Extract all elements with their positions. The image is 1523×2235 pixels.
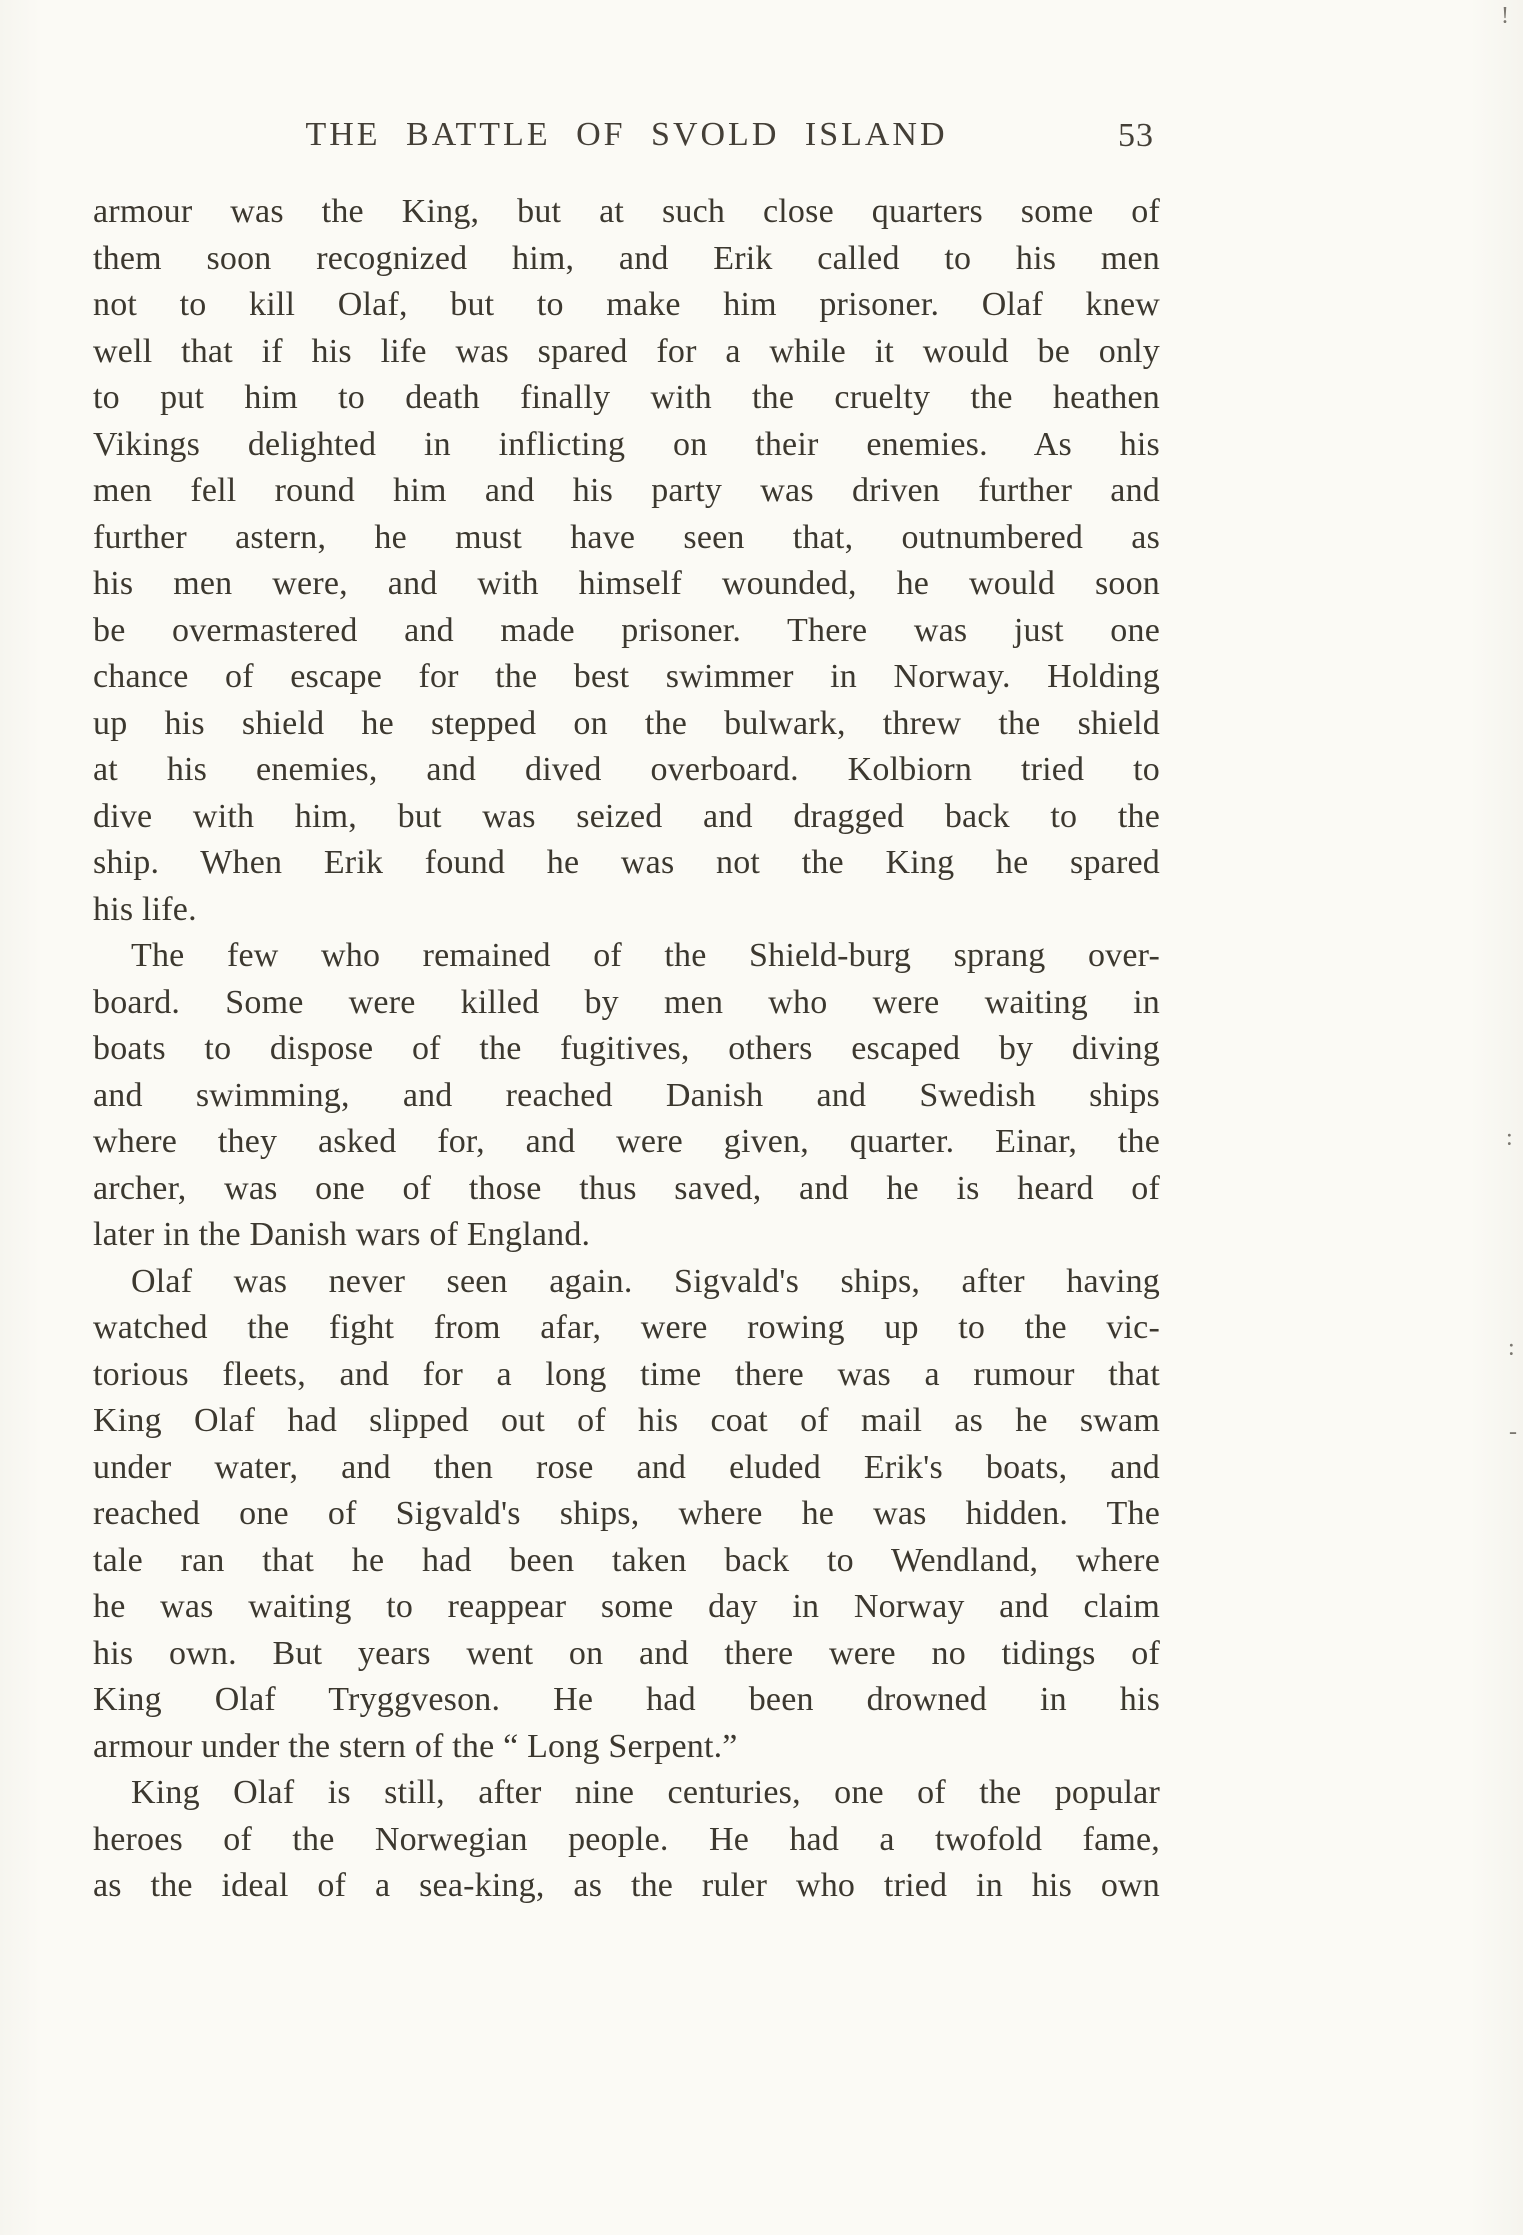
text-line: at his enemies, and dived overboard. Kolbiorn tried to <box>93 751 1160 788</box>
text-block <box>93 189 1160 1910</box>
text-line: boats to dispose of the fugitives, others escaped by diving <box>93 1030 1160 1067</box>
page-header <box>93 116 1160 154</box>
text-line: be overmastered and made prisoner. There was just one <box>93 611 1160 649</box>
text-line: chance of escape for the best swimmer in Norway. Holding <box>93 658 1160 695</box>
text-line: under water, and then rose and eluded Erik's boats, and <box>93 1448 1160 1486</box>
text-line: ship. When Erik found he was not the King he spared <box>93 844 1160 881</box>
text-line: King Olaf had slipped out of his coat of mail as he swam <box>93 1402 1160 1439</box>
text-line: Olaf was never seen again. Sigvald's ships, after having <box>131 1262 1160 1300</box>
page-number: 53 <box>1118 117 1154 154</box>
text-line: King Olaf Tryggveson. He had been drowned in his <box>93 1681 1160 1718</box>
text-line: tale ran that he had been taken back to Wendland, where <box>93 1541 1160 1579</box>
text-line: and swimming, and reached Danish and Swedish ships <box>93 1076 1160 1114</box>
text-line: torious fleets, and for a long time there was a rumour that <box>93 1355 1160 1393</box>
text-line: men fell round him and his party was driven further and <box>93 472 1160 509</box>
text-line: not to kill Olaf, but to make him prisoner. Olaf knew <box>93 286 1160 323</box>
text-line: them soon recognized him, and Erik called to his men <box>93 239 1160 277</box>
text-line: heroes of the Norwegian people. He had a twofold fame, <box>93 1820 1160 1858</box>
text-line: archer, was one of those thus saved, and he is heard of <box>93 1169 1160 1207</box>
scan-artifact: : <box>1508 1335 1515 1361</box>
text-line: reached one of Sigvald's ships, where he was hidden. The <box>93 1495 1160 1532</box>
text-line: where they asked for, and were given, quarter. Einar, the <box>93 1123 1160 1160</box>
text-line: armour was the King, but at such close quarters some of <box>93 193 1160 230</box>
text-line: The few who remained of the Shield-burg sprang over- <box>131 937 1160 974</box>
text-line: his men were, and with himself wounded, he would soon <box>93 565 1160 602</box>
text-line: later in the Danish wars of England. <box>93 1216 591 1253</box>
text-line: as the ideal of a sea-king, as the ruler who tried in his own <box>93 1867 1160 1904</box>
scan-artifact: : <box>1506 1125 1513 1151</box>
text-line: his own. But years went on and there were no tidings of <box>93 1634 1160 1672</box>
running-title: THE BATTLE OF SVOLD ISLAND <box>305 116 948 153</box>
text-line: his life. <box>93 890 197 928</box>
text-line: well that if his life was spared for a while it would be only <box>93 332 1160 370</box>
scan-artifact: - <box>1509 1419 1517 1445</box>
text-line: King Olaf is still, after nine centuries, one of the popular <box>131 1774 1160 1811</box>
text-line: board. Some were killed by men who were waiting in <box>93 983 1160 1021</box>
text-line: to put him to death finally with the cruelty the heathen <box>93 379 1160 416</box>
text-line: up his shield he stepped on the bulwark, threw the shield <box>93 704 1160 742</box>
text-line: dive with him, but was seized and dragged back to the <box>93 797 1160 835</box>
text-line: watched the fight from afar, were rowing up to the vic- <box>93 1309 1160 1346</box>
text-line: Vikings delighted in inflicting on their enemies. As his <box>93 425 1160 463</box>
text-line: he was waiting to reappear some day in Norway and claim <box>93 1588 1160 1625</box>
text-line: armour under the stern of the “ Long Serpent.” <box>93 1727 738 1765</box>
scan-artifact: ! <box>1501 3 1509 29</box>
text-line: further astern, he must have seen that, outnumbered as <box>93 518 1160 556</box>
